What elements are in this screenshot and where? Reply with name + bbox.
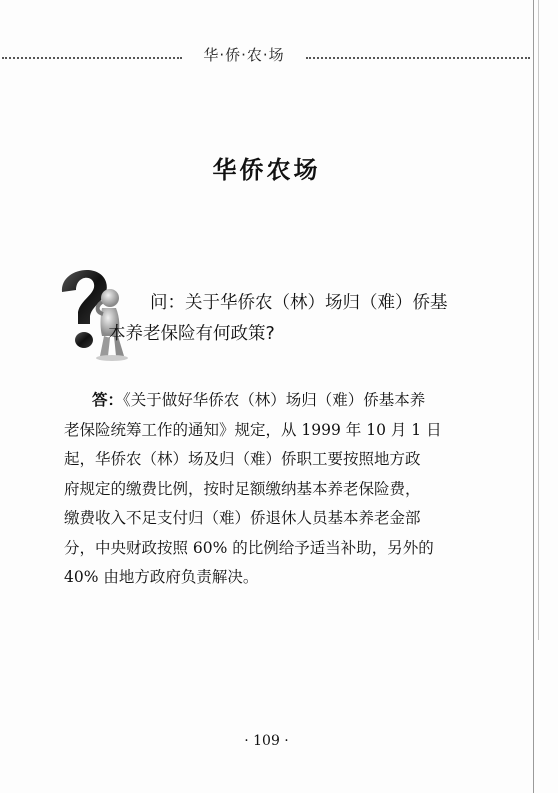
answer-line-6: 分，中央财政按照 60% 的比例给予适当补助，另外的 — [64, 538, 434, 557]
answer-line-3: 起，华侨农（林）场及归（难）侨职工要按照地方政 — [64, 450, 421, 468]
page-number: · 109 · — [244, 733, 289, 749]
running-header — [0, 44, 533, 68]
chapter-title: 华侨农场 — [212, 156, 321, 184]
answer-line-1: 《关于做好华侨农（林）场归（难）侨基本养 — [123, 391, 426, 409]
header-dotted-rule-right — [306, 57, 530, 59]
answer-label: 答： — [92, 391, 124, 409]
question-text — [108, 288, 468, 350]
page-edge-line-inner — [538, 0, 539, 640]
answer-paragraph — [64, 386, 474, 593]
page-edge-line — [533, 0, 534, 793]
answer-line-5: 缴费收入不足支付归（难）侨退休人员基本养老金部 — [64, 509, 421, 527]
header-title: 华·侨·农·场 — [203, 46, 285, 64]
header-dotted-rule-left — [2, 57, 182, 59]
answer-line-7: 40% 由地方政府负责解决。 — [64, 568, 259, 586]
question-line-1: 问：关于华侨农（林）场归（难）侨基 — [150, 293, 448, 313]
question-line-2: 本养老保险有何政策? — [108, 324, 275, 344]
answer-line-4: 府规定的缴费比例，按时足额缴纳基本养老保险费， — [64, 479, 421, 498]
answer-line-2: 老保险统筹工作的通知》规定，从 1999 年 10 月 1 日 — [64, 420, 442, 439]
